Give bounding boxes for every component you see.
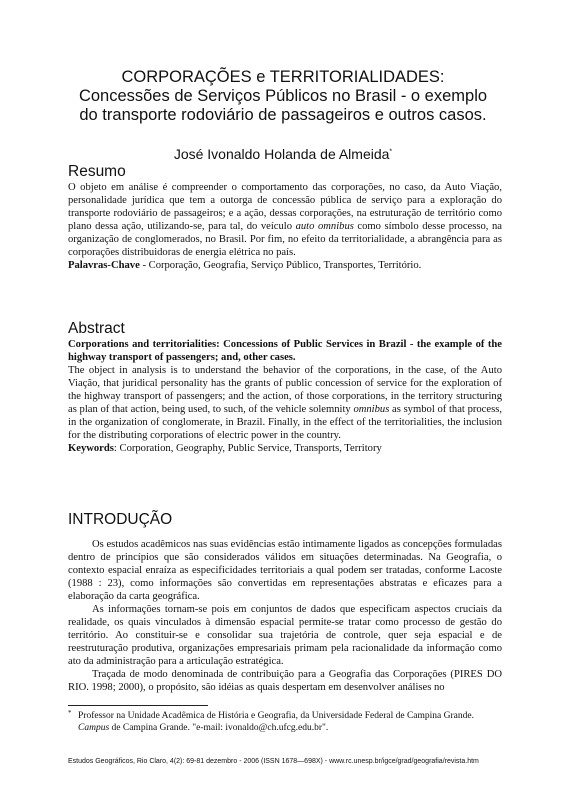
abstract-heading: Abstract [68,320,125,337]
keywords-label: Keywords [68,443,114,454]
title-subtitle-line-2: do transporte rodoviário de passageiros e outros casos. [79,106,487,124]
article-title [40,68,526,125]
footnote-mark: * [68,709,72,717]
title-subtitle-line-1: Concessões de Serviços Públicos no Brasil - o exemplo [78,87,488,105]
abstract-title: Corporations and territorialities: Concessions of Public Services in Brazil - the example of the highway transport of passengers; and, other cases. [68,339,502,363]
author-name: José Ivonaldo Holanda de Almeida [173,146,390,162]
abstract-body: The object in analysis is to understand the behavior of the corporations, in the case, of the Auto Viação, that juridical personality has the grants of public concession of service for the exploration of the highway transport of passengers; and the action, of those corporations, in the territory structuring as plan of that action, being used, to such, of the vehicle solemnity omnibus as symbol of that process, in the organization of conglomerate, in Brazil. Finally, in the effect of the territorialities, the inclusion for the distributing corporations of electric power in the country. [68,365,502,441]
author-line [40,146,526,162]
introducao-section [68,538,502,694]
introducao-paragraph-2: As informações tornam-se pois em conjuntos de dados que especificam aspectos cruciais da realidade, os quais vinculados à dimensão espacial permite-se tratar como processo de gestão do território. Ao constituir-se e consolidar sua trajetória de controle, quer seja espacial e de reestruturação produtiva, organizações empresariais primam pela racionalidade da informação como ato da administração para a articulação estratégica. [68,604,502,667]
resumo-heading: Resumo [68,163,126,180]
resumo-keywords: Palavras-Chave - Corporação, Geografia, Serviço Público, Transportes, Território. [68,260,422,271]
footnote-line-1: Professor na Unidade Acadêmica de História e Geografia, da Universidade Federal de Campina Grande. [78,711,474,721]
resumo-body: O objeto em análise é compreender o comportamento das corporações, no caso, da Auto Viação, personalidade jurídica que tem a outorga de concessão pública de serviço para a exploração do transporte rodoviário de passageiros; e a ação, dessas corporações, na estruturação de território como plano dessa ação, utilizando-se, para tal, do veículo auto omnibus como símbolo desse processo, na organização de conglomerados, no Brasil. Por fim, no efeito da territorialidade, a abrangência para as corporações distribuidoras de energia elétrica no país. [68,182,502,258]
author-footnote-mark: * [389,148,393,156]
introducao-paragraph-1: Os estudos acadêmicos nas suas evidências estão intimamente ligados as concepções formuladas dentro de princípios que são considerados válidos em situações determinadas. Na Geografia, o contexto espacial enraíza as especificidades territoriais a qual podem ser tratadas, conforme Lacoste (1988 : 23), como informações são convertidas em representações abstratas e eficazes para a elaboração da carta geográfica. [68,539,502,602]
abstract-keywords: Keywords: Corporation, Geography, Public Service, Transports, Territory [68,443,382,454]
introducao-heading: INTRODUÇÃO [68,511,173,528]
introducao-paragraph-3: Traçada de modo denominada de contribuição para a Geografia das Corporações (PIRES DO RIO. 1998; 2000), o propósito, são idéias as quais despertam em desenvolver análises no [68,669,502,693]
title-main: CORPORAÇÕES e TERRITORIALIDADES: [121,68,445,86]
resumo-section [68,181,502,272]
footnote [68,710,508,734]
journal-footer: Estudos Geográficos, Rio Claro, 4(2): 69-81 dezembro - 2006 (ISSN 1678—698X) - www.rc.unesp.br/igce/grad/geografia/revista.htm [68,758,479,765]
keywords-label: Palavras-Chave [68,260,140,271]
abstract-section [68,338,502,455]
footnote-divider [68,705,208,706]
footnote-line-2: Campus de Campina Grande. "e-mail: ivonaldo@ch.ufcg.edu.br". [78,723,329,733]
